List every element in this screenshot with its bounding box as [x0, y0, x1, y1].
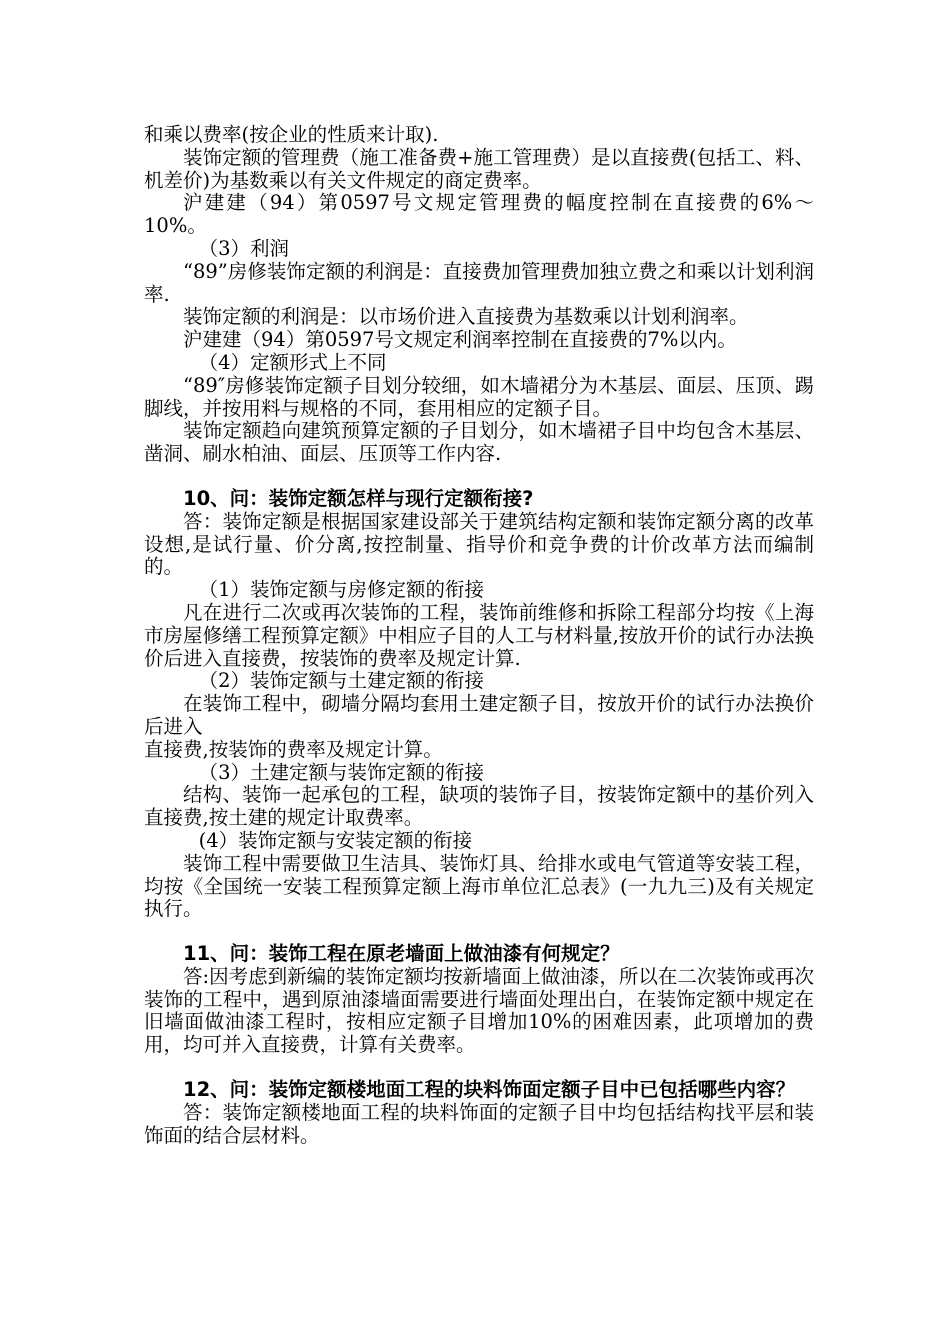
question-heading-11: 11、问：装饰工程在原老墙面上做油漆有何规定？: [183, 942, 620, 966]
paragraph: 答:因考虑到新编的装饰定额均按新墙面上做油漆，所以在二次装饰或再次装饰的工程中，遇到原油漆墙面需要进行墙面处理出白，在装饰定额中规定在旧墙面做油漆工程时，按相应定额子目增加10%的困难因素，此项增加的费用，均可并入直接费，计算有关费率。: [144, 964, 814, 1057]
paragraph: 和乘以费率(按企业的性质来计取).: [144, 123, 439, 146]
paragraph: 在装饰工程中，砌墙分隔均套用土建定额子目，按放开价的试行办法换价后进入: [144, 692, 814, 738]
paragraph: 装饰定额的利润是：以市场价进入直接费为基数乘以计划利润率。: [183, 305, 749, 329]
question-heading-12: 12、问：装饰定额楼地面工程的块料饰面定额子目中已包括哪些内容？: [183, 1078, 796, 1102]
paragraph: 装饰定额趋向建筑预算定额的子目划分，如木墙裙子目中均包含木基层、凿洞、刷水柏油、面层、压顶等工作内容.: [144, 419, 814, 466]
paragraph: （4）定额形式上不同: [198, 350, 387, 374]
paragraph: 结构、装饰一起承包的工程，缺项的装饰子目，按装饰定额中的基价列入直接费,按土建的规定计取费率。: [144, 783, 814, 830]
paragraph: (4）装饰定额与安装定额的衔接: [198, 828, 473, 852]
paragraph: “89”房修装饰定额的利润是：直接费加管理费加独立费之和乘以计划利润率.: [144, 259, 814, 306]
paragraph: （1）装饰定额与房修定额的衔接: [198, 578, 485, 602]
paragraph: “89″房修装饰定额子目划分较细，如木墙裙分为木基层、面层、压顶、踢脚线，并按用料与规格的不同，套用相应的定额子目。: [144, 373, 814, 420]
paragraph: 直接费,按装饰的费率及规定计算。: [144, 737, 443, 761]
paragraph: 装饰工程中需要做卫生洁具、装饰灯具、给排水或电气管道等安装工程，均按《全国统一安装工程预算定额上海市单位汇总表》(一九九三)及有关规定执行。: [144, 851, 814, 921]
paragraph: 沪建建（94）第0597号文规定利润率控制在直接费的7%以内。: [183, 328, 737, 352]
paragraph: （3）利润: [198, 236, 290, 260]
document-page: [144, 124, 814, 1147]
paragraph: 沪建建（94）第0597号文规定管理费的幅度控制在直接费的6%～10%。: [144, 191, 814, 238]
paragraph: （2）装饰定额与土建定额的衔接: [198, 669, 485, 693]
question-heading-10: 10、问：装饰定额怎样与现行定额衔接?: [183, 486, 534, 510]
paragraph: 答：装饰定额楼地面工程的块料饰面的定额子目中均包括结构找平层和装饰面的结合层材料。: [144, 1100, 814, 1147]
paragraph: （3）土建定额与装饰定额的衔接: [198, 760, 485, 784]
paragraph: 答：装饰定额是根据国家建设部关于建筑结构定额和装饰定额分离的改革设想,是试行量、价分离,按控制量、指导价和竞争费的计价改革方法而编制的。: [144, 509, 814, 579]
paragraph: 装饰定额的管理费（施工准备费+施工管理费）是以直接费(包括工、料、机差价)为基数乘以有关文件规定的商定费率。: [144, 145, 814, 192]
paragraph: 凡在进行二次或再次装饰的工程，装饰前维修和拆除工程部分均按《上海市房屋修缮工程预算定额》中相应子目的人工与材料量,按放开价的试行办法换价后进入直接费，按装饰的费率及规定计算.: [144, 600, 814, 670]
